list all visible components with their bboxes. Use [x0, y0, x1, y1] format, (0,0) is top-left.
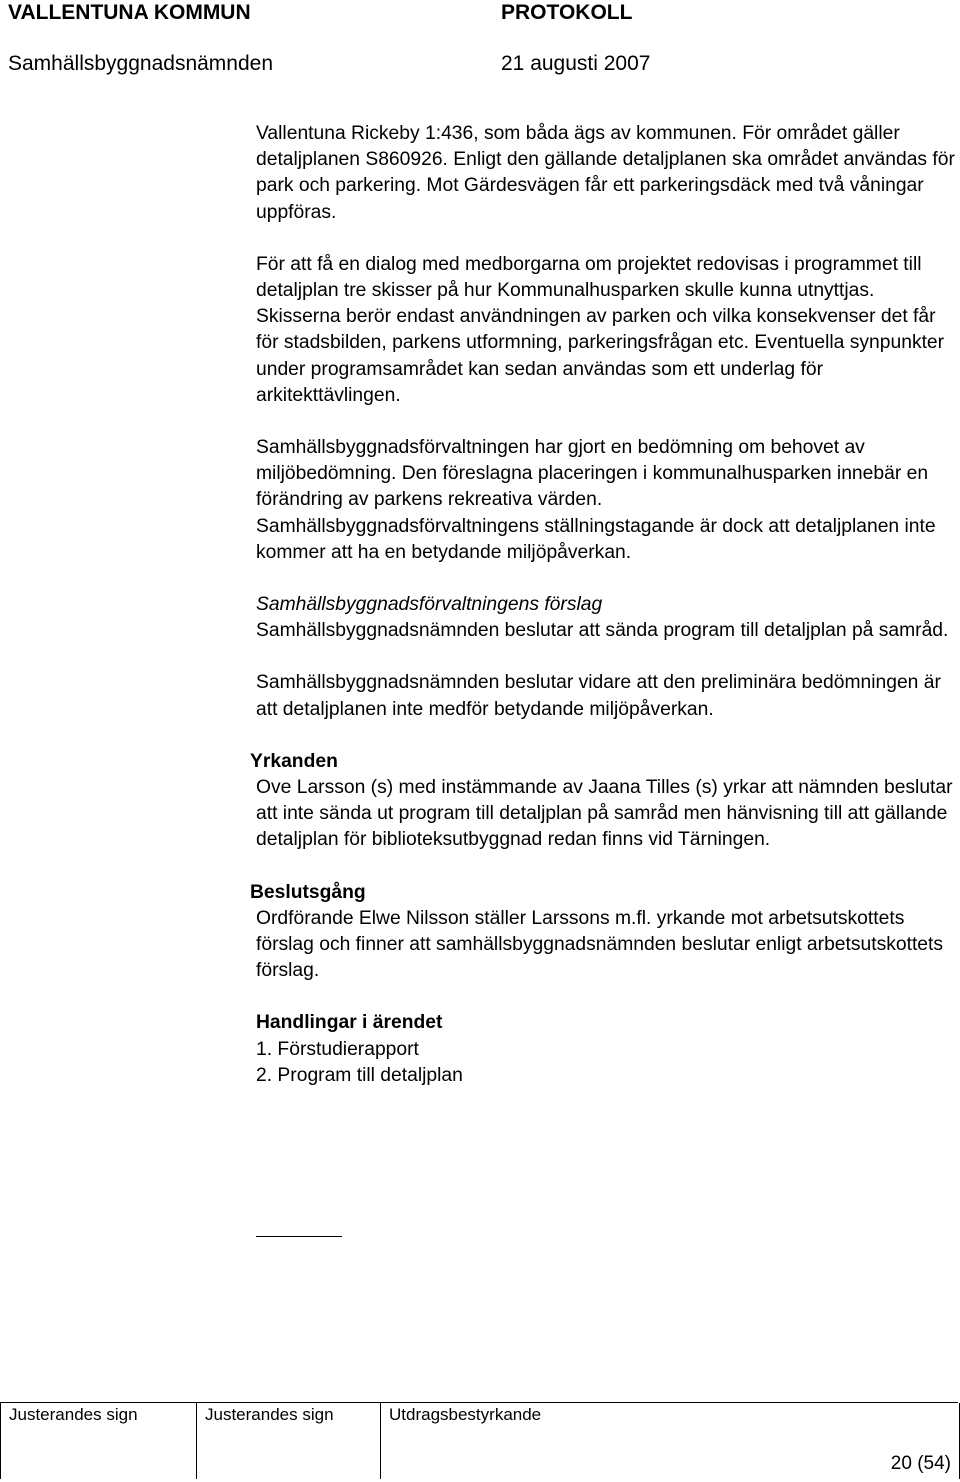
handlingar-item: 2. Program till detaljplan	[256, 1064, 463, 1086]
paragraph-further-decision: Samhällsbyggnadsnämnden beslutar vidare att den preliminära bedömningen är att detaljplanen inte medför betydande miljöpåverkan.	[256, 672, 941, 720]
signature-footer	[0, 1402, 958, 1479]
document-type: PROTOKOLL	[501, 1, 633, 24]
sign-cell-1	[0, 1403, 197, 1479]
handlingar-item: 1. Förstudierapport	[256, 1038, 419, 1060]
municipality-name: VALLENTUNA KOMMUN	[8, 1, 251, 24]
proposal-heading: Samhällsbyggnadsförvaltningens förslag	[256, 594, 603, 616]
extract-label: Utdragsbestyrkande	[389, 1405, 542, 1424]
page-number: 20 (54)	[890, 1453, 951, 1474]
yrkanden-heading: Yrkanden	[250, 750, 338, 772]
paragraph-position: Samhällsbyggnadsförvaltningens ställningstagande är dock att detaljplanen inte kommer att ha en betydande miljöpåverkan.	[256, 515, 936, 563]
paragraph-assessment: Samhällsbyggnadsförvaltningen har gjort en bedömning om behovet av miljöbedömning. Den föreslagna placeringen i kommunalhusparken innebär en förändring av parkens rekreativa värden.	[256, 437, 929, 511]
beslutsgang-heading: Beslutsgång	[250, 881, 366, 903]
sign-cell-2	[196, 1403, 381, 1479]
paragraph-intro: Vallentuna Rickeby 1:436, som båda ägs av kommunen. För området gäller detaljplanen S860926. Enligt den gällande detaljplanen ska området användas för park och parkering. Mot Gärdesvägen får ett parkeringsdäck med två våningar uppföras.	[256, 123, 955, 223]
meeting-date: 21 augusti 2007	[501, 52, 651, 75]
end-rule	[256, 1236, 342, 1237]
document-body	[250, 121, 956, 1089]
yrkanden-text: Ove Larsson (s) med instämmande av Jaana Tilles (s) yrkar att nämnden beslutar att inte sända ut program till detaljplan på samråd men hänvisning till att gällande detaljplan för biblioteksutbyggnad redan finns vid Tärningen.	[256, 777, 953, 851]
committee-name: Samhällsbyggnadsnämnden	[8, 52, 274, 75]
paragraph-dialog: För att få en dialog med medborgarna om projektet redovisas i programmet till detaljplan tre skisser på hur Kommunalhusparken skulle kunna utnyttjas. Skisserna berör endast användningen av parken och vilka konsekvenser det får för stadsbilden, parkens utformning, parkeringsfrågan etc. Eventuella synpunkter under programsamrådet kan sedan användas som ett underlag för arkitekttävlingen.	[256, 253, 945, 406]
extract-cell	[380, 1403, 960, 1479]
proposal-text: Samhällsbyggnadsnämnden beslutar att sända program till detaljplan på samråd.	[256, 620, 949, 642]
sign-label-2: Justerandes sign	[205, 1405, 334, 1424]
beslutsgang-text: Ordförande Elwe Nilsson ställer Larssons m.fl. yrkande mot arbetsutskottets förslag och finner att samhällsbyggnadsnämnden beslutar enligt arbetsutskottets förslag.	[256, 907, 944, 982]
sign-label-1: Justerandes sign	[9, 1405, 138, 1424]
handlingar-heading: Handlingar i ärendet	[256, 1012, 443, 1034]
